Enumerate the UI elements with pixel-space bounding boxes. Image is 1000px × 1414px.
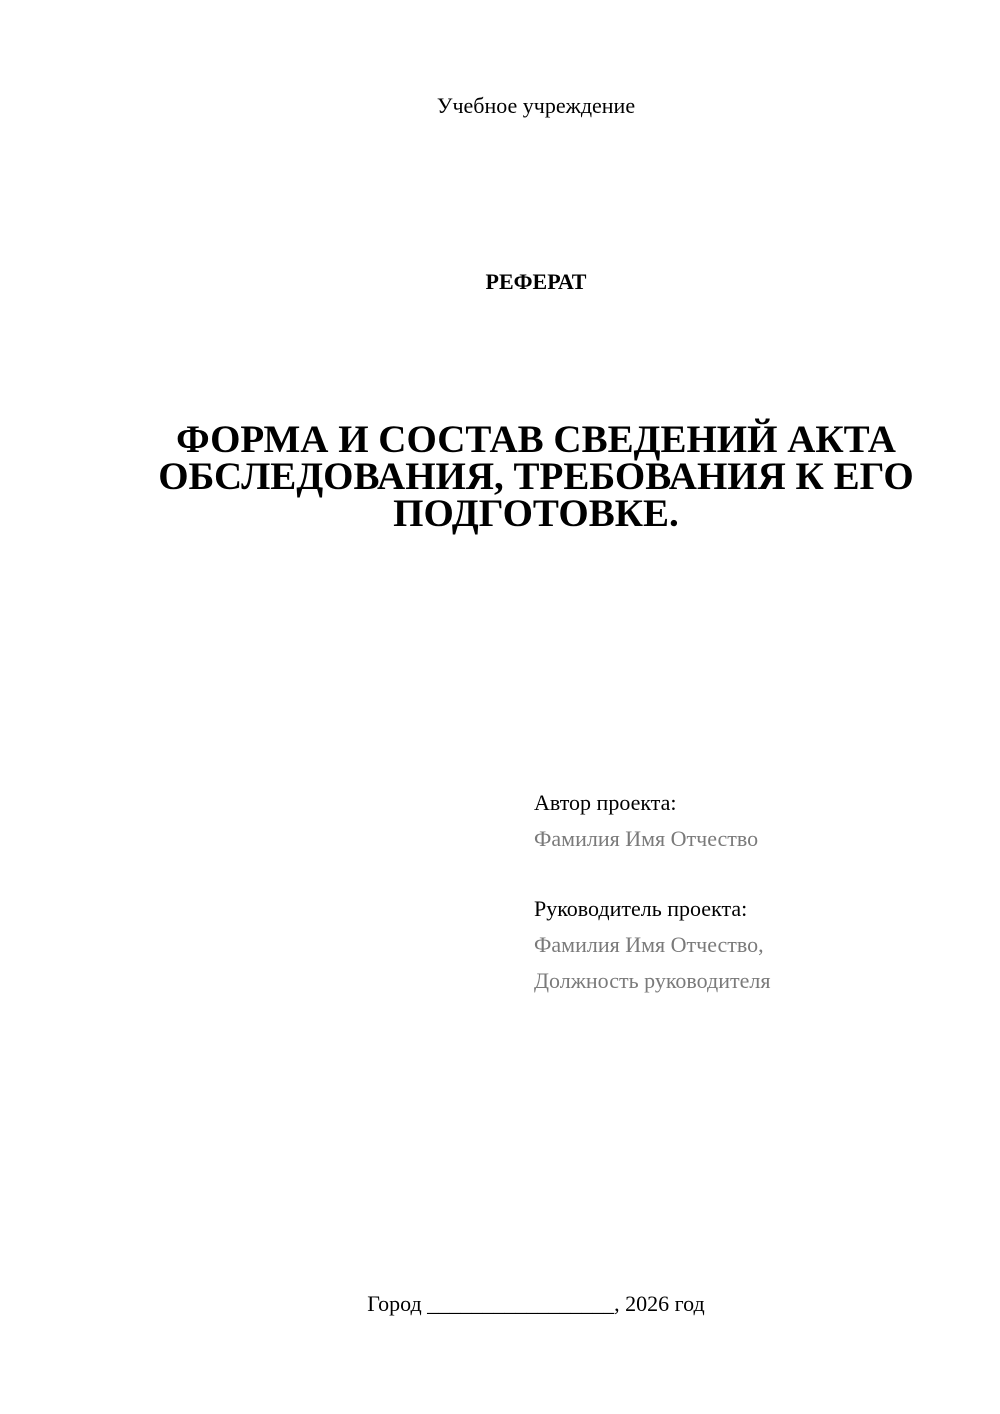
supervisor-block: [534, 891, 974, 999]
title-line-2: ОБСЛЕДОВАНИЯ, ТРЕБОВАНИЯ К ЕГО: [158, 455, 914, 498]
author-block: [534, 785, 974, 857]
city-year-footer: Город _________________, 2026 год: [367, 1291, 705, 1316]
title-line-1: ФОРМА И СОСТАВ СВЕДЕНИЙ АКТА: [176, 418, 896, 461]
title-line-3: ПОДГОТОВКЕ.: [393, 492, 679, 535]
document-title: [120, 418, 952, 535]
document-type: РЕФЕРАТ: [485, 269, 587, 294]
supervisor-name: Фамилия Имя Отчество,: [534, 932, 764, 957]
supervisor-label: Руководитель проекта:: [534, 896, 748, 921]
institution-name: Учебное учреждение: [436, 93, 636, 118]
supervisor-position: Должность руководителя: [534, 968, 771, 993]
author-label: Автор проекта:: [534, 790, 677, 815]
author-name: Фамилия Имя Отчество: [534, 826, 759, 851]
